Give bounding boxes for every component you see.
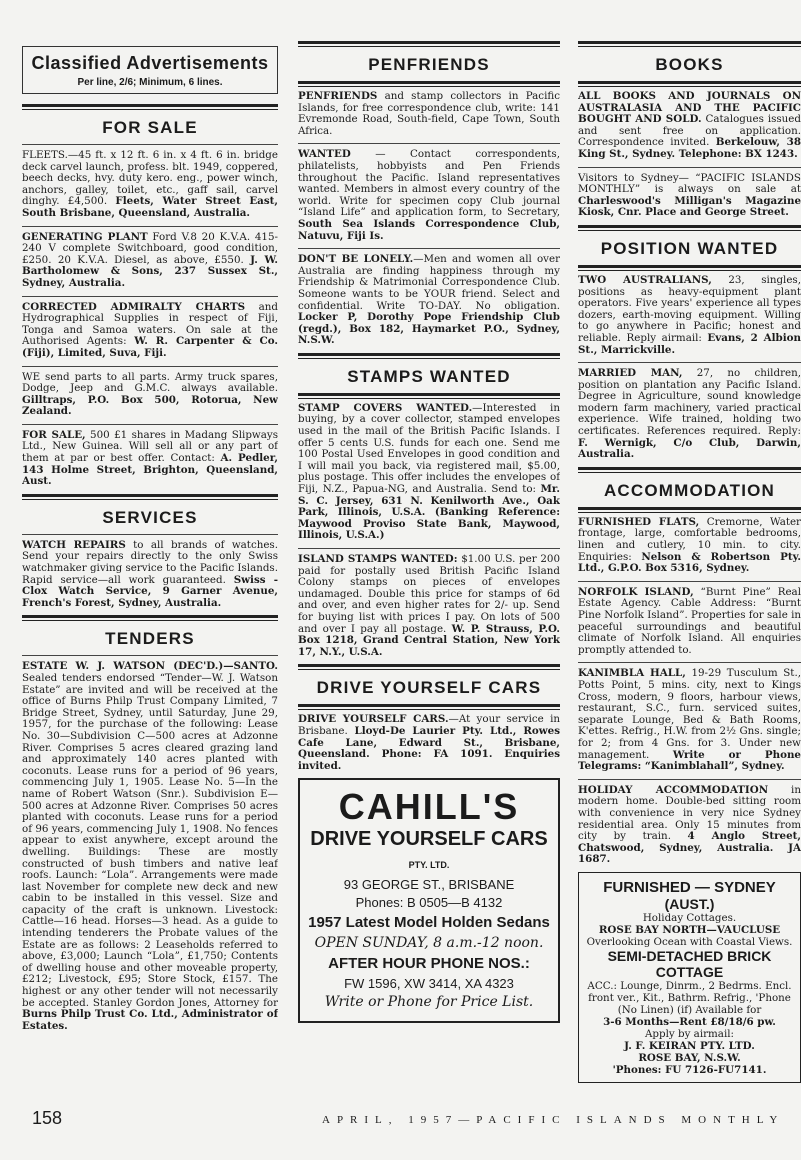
ad-lead: ESTATE W. J. WATSON (DEC'D.)—SANTO. — [22, 660, 278, 673]
ad-divider — [578, 581, 801, 582]
ad-contact: F. Wernigk, C/o Club, Darwin, Australia. — [578, 436, 801, 461]
ad-lead: NORFOLK ISLAND, — [578, 585, 694, 598]
ad-divider — [22, 424, 278, 425]
page-number: 158 — [32, 1108, 63, 1128]
section-heading-penfriends: PENFRIENDS — [368, 55, 490, 74]
ad-contact: Fleets, Water Street East, South Brisbane, Queensland, Australia. — [22, 195, 278, 219]
ad-contact: J. W. Bartholomew & Sons, 237 Sussex St., Sydney, Australia. — [22, 253, 278, 289]
classified-ad — [298, 714, 560, 772]
cahill-advertisement — [298, 778, 560, 1023]
furnished-sydney-advertisement — [578, 872, 801, 1083]
cahill-models: 1957 Latest Model Holden Sedans — [308, 914, 550, 932]
cahill-pty: PTY. LTD. — [408, 860, 450, 871]
ad-lead: PENFRIENDS — [298, 90, 378, 102]
ads-position — [578, 275, 801, 461]
ad-divider — [578, 662, 801, 663]
ad-body: in modern home. Double-bed sitting room with convenience in very nice Sydney residential area. Only 15 minutes from city by train. — [578, 783, 801, 843]
ad-body: 19-29 Tusculum St., Potts Point, 5 mins. city, next to Kings Cross, modern, 9 floors, harbour views, restaurant, S.C., furn. serviced suites, separate Lounge, Bed & Bath Rooms, K'ettes. Refrig., H.W. from 2½ Gns. single; for 2; from 4 Gns. for 3. Under new management. — [578, 667, 801, 761]
column-1 — [22, 38, 278, 1094]
ad-lead: DON'T BE LONELY. — [298, 253, 414, 266]
section-heading-tenders: TENDERS — [105, 629, 195, 649]
ad-divider — [22, 226, 278, 227]
ad-lead: ALL BOOKS AND JOURNALS ON AUSTRALASIA AND THE PACIFIC BOUGHT AND SOLD. — [578, 90, 801, 126]
classified-ad — [578, 668, 801, 772]
furnished-line3: Overlooking Ocean with Coastal Views. — [586, 935, 793, 948]
ad-lead: CORRECTED ADMIRALTY CHARTS — [22, 300, 246, 313]
ads-tenders — [22, 661, 278, 1032]
section-rule — [578, 467, 801, 473]
section-rule — [578, 507, 801, 513]
section-rule — [298, 41, 560, 47]
classified-ad — [22, 372, 278, 418]
classified-header — [22, 46, 278, 94]
classified-ad — [22, 302, 278, 360]
section-rule — [22, 615, 278, 621]
ad-body: Visitors to Sydney— “PACIFIC ISLANDS MONTHLY” is always on sale at — [578, 171, 801, 196]
furnished-months: 3-6 Months—Rent £8/18/6 pw. — [603, 1015, 776, 1028]
ad-contact: Mr. S. C. Jersey, 631 N. Kenilworth Ave., Oak Park, Illinois, U.S.A. (Banking Reference: Maywood Proviso State Bank, Maywood, Illinois, U.S.A.) — [298, 483, 560, 542]
classified-ad — [578, 517, 801, 575]
cahill-numbers: FW 1596, XW 3414, XA 4323 — [344, 976, 514, 992]
furnished-agent-address: ROSE BAY, N.S.W. — [638, 1051, 741, 1064]
cahill-sunday: OPEN SUNDAY, 8 a.m.-12 noon. — [314, 935, 544, 952]
section-rule — [298, 353, 560, 359]
cahill-tagline — [304, 828, 554, 874]
ad-body: Catalogues issued and sent free on application. Correspondence invited. — [578, 113, 801, 149]
classified-ad — [22, 540, 278, 610]
ad-body: 27, no children, position on plantation any Pacific Island. Degree in Agriculture, sound knowledge modern farm machinery, varied practical experience. Wife trained, holding two certificates. References required. Reply: — [578, 367, 801, 438]
ad-lead: HOLIDAY ACCOMMODATION — [578, 783, 769, 796]
section-rule — [22, 144, 278, 145]
ad-body: —At your service in Brisbane. — [298, 713, 560, 737]
ad-divider — [22, 366, 278, 367]
section-heading-stamps: STAMPS WANTED — [347, 366, 511, 386]
ad-lead: ISLAND STAMPS WANTED: — [298, 553, 458, 565]
ad-contact: Gilltraps, P.O. Box 500, Rotorua, New Zealand. — [22, 393, 278, 418]
classified-title: Classified Advertisements — [31, 53, 269, 73]
section-heading-books: BOOKS — [655, 55, 724, 74]
ad-divider — [298, 548, 560, 549]
section-heading-drive: DRIVE YOURSELF CARS — [316, 678, 542, 698]
ad-body: Ford V.8 20 K.V.A. 415-240 V complete Switchboard, good condition, £250. 20 K.V.A. Diesel, as above, £550. — [22, 230, 278, 266]
ad-contact: Locker P, Dorothy Pope Friendship Club (regd.), Box 182, Haymarket P.O., Sydney, N.S.W. — [298, 311, 560, 347]
ad-divider — [298, 143, 560, 144]
section-rule — [578, 41, 801, 47]
classified-ad — [298, 403, 560, 542]
ad-body: FLEETS.—45 ft. x 12 ft. 6 in. x 4 ft. 6 in. bridge deck carvel launch, profess. blt. 1949, coppered, beech decks, hvy. duty kero. eng., power winch, anchors, galley, toilet, etc., gaff sail, carvel dinghy. £4,500. — [22, 149, 278, 208]
ad-body: 500 £1 shares in Madang Slipways Ltd., New Guinea. Will sell all or any part of them at par or best offer. Contact: — [22, 428, 278, 465]
furnished-line1: Holiday Cottages. — [642, 911, 737, 924]
ad-lead: MARRIED MAN, — [578, 367, 683, 380]
ads-penfriends — [298, 91, 560, 347]
section-rule — [298, 704, 560, 710]
classified-ad — [578, 587, 801, 657]
classified-ad — [298, 254, 560, 347]
classified-ad — [22, 430, 278, 488]
ad-contact: Lloyd-De Laurier Pty. Ltd., Rowes Cafe Lane, Edward St., Brisbane, Queensland. Phone: FA 1091. Enquiries invited. — [298, 724, 560, 772]
section-rule — [298, 664, 560, 670]
classified-ad — [578, 91, 801, 161]
ads-accommodation — [578, 517, 801, 866]
cahill-line1: DRIVE YOURSELF CARS — [310, 828, 548, 851]
furnished-title: FURNISHED — SYDNEY — [603, 878, 776, 896]
ad-lead: GENERATING PLANT — [22, 230, 148, 243]
ad-body: Cremorne, Water frontage, large, comfortable bedrooms, linen and cutlery, 10 min. to city. Enquiries: — [578, 515, 801, 563]
ad-body: “Burnt Pine” Real Estate Agency. Cable Address: “Burnt Pine Norfolk Island”. Properties for sale in peaceful surroundings and beautiful climate of Norfolk Island. All enquiries promptly attended to. — [578, 585, 801, 656]
section-rule — [298, 393, 560, 399]
furnished-agent: J. F. KEIRAN PTY. LTD. — [624, 1039, 755, 1052]
ad-body: $1.00 U.S. per 200 paid for postally used British Pacific Island Colony stamps on pieces of envelopes undamaged. Double this price for stamps of 6d and over, and even higher rates for 2/- up. Send for buying list with prices I pay. On lots of 500 and over I pay all postage. — [298, 553, 560, 635]
ad-body: to all brands of watches. Send your repairs directly to the only Swiss watchmaker giving service to the Pacific Islands. Rapid service—all work guaranteed. — [22, 538, 278, 586]
ad-body: and Hydrographical Supplies in respect of Fiji, Tonga and Samoa waters. On sale at the Authorised Agents: — [22, 300, 278, 348]
ad-body: —Men and women all over Australia are finding happiness through my Friendship & Matrimonial Correspondence Club. Someone wants to be YOUR friend. Select and confidential. Write TO-DAY. No obligation. — [298, 253, 560, 312]
furnished-phones: 'Phones: FU 7126-FU7141. — [612, 1063, 767, 1076]
furnished-line2: ROSE BAY NORTH—VAUCLUSE — [598, 923, 781, 936]
classified-ad — [22, 661, 278, 1032]
classified-ad — [298, 91, 560, 137]
ad-lead: DRIVE YOURSELF CARS. — [298, 713, 449, 726]
classified-ad — [578, 368, 801, 461]
ad-body: Sealed tenders endorsed “Tender—W. J. Watson Estate” are invited and will be received at the office of Burns Philp Trust Company Limited, 7 Bridge Street, Sydney, until Saturday, June 29, 1957, for the purchase of the following: Lease No. 30—Subdivision C—500 acres at Adzonne River. Comprises 5 acres cleared grazing land and approximately 140 acres planted with coconuts. Lease runs for a period of 96 years, commencing July 1, 1905. Lease No. 5—In the name of Robert Watson (Snr.). Subdivision E—500 acres at Adzonne River. Comprises 50 acres planted with coconuts. Lease runs for a period of 96 years, commencing July 1, 1908. No fences appear to exist anywhere, except around the dwelling. Buildings: These are mostly constructed of bush timbers and native leaf roofs. Launch: “Lola”. Arrangements were made last November for complete new deck and new cabin to be installed in this vessel. Size and capacity of the craft is unknown. Livestock: Cattle—16 head. Horses—3 head. As a guide to intending tenderers the Probate values of the Estate are as follows: 2 Leaseholds referred to above, £3,000; Launch “Lola”, £1,750; Contents of dwelling house and other moveable property, £212; Livestock, £95; Store Stock, £157. The highest or any other tender will not necessarily be accepted. Stanley Gordon Jones, Attorney for — [22, 672, 278, 1009]
classified-ad — [578, 173, 801, 219]
ad-contact: Nelson & Robertson Pty. Ltd., G.P.O. Box 5316, Sydney. — [578, 550, 801, 575]
ad-body: WE send parts to all parts. Army truck spares, Dodge, Jeep and G.M.C. always available. — [22, 370, 278, 395]
ad-divider — [578, 362, 801, 363]
furnished-semi: SEMI-DETACHED BRICK COTTAGE — [607, 947, 772, 980]
section-heading-position: POSITION WANTED — [600, 238, 779, 258]
classified-ad — [578, 785, 801, 866]
ad-lead: TWO AUSTRALIANS, — [578, 273, 712, 286]
ad-contact: Swiss - Clox Watch Service, 9 Garner Avenue, French's Forest, Sydney, Australia. — [22, 573, 278, 609]
classified-ad — [22, 150, 278, 220]
ad-divider — [22, 296, 278, 297]
ad-contact: W. R. Carpenter & Co. (Fiji), Limited, Suva, Fiji. — [22, 335, 278, 359]
section-heading-accommodation: ACCOMMODATION — [603, 480, 776, 500]
ads-for-sale — [22, 150, 278, 488]
ad-contact: Evans, 2 Albion St., Marrickville. — [578, 331, 801, 356]
cahill-name: CAHILL'S — [338, 786, 520, 828]
ads-drive — [298, 714, 560, 772]
section-rule — [22, 104, 278, 110]
ads-stamps — [298, 403, 560, 658]
section-heading-for-sale: FOR SALE — [102, 118, 198, 137]
ad-body: —Interested in buying, by a cover collector, stamped envelopes used in the mail of the British Pacific Islands. I offer 5 cents U.S. funds for each one. Send me 100 Postal Used Envelopes in good condition and I will mail you back, via registered mail, $5.00, plus postage. This offer includes the envelopes of Fiji, N.Z., Papua-NG, and Australia. Send to: — [298, 401, 560, 496]
section-rule — [578, 81, 801, 87]
ad-contact: W. P. Strauss, P.O. Box 1218, Grand Central Station, New York 17, N.Y., U.S.A. — [298, 622, 560, 658]
ad-contact: A. Pedler, 143 Holme Street, Brighton, Queensland, Aust. — [22, 452, 278, 488]
ad-contact: Burns Philp Trust Co. Ltd., Administrator of Estates. — [22, 1008, 278, 1032]
ad-lead: FURNISHED FLATS, — [578, 515, 700, 528]
cahill-address: 93 GEORGE ST., BRISBANE — [343, 877, 515, 893]
ad-contact: Berkelouw, 38 King St., Sydney. Telephone: BX 1243. — [578, 136, 801, 160]
section-rule — [22, 534, 278, 535]
ad-body: — Contact correspondents, philatelists, hobbyists and Pen Friends throughout the Pacific. Island representatives wanted. Members in almost every country of the world. Write for specimen copy Club journal “Island Life” and application form, to Secretary, — [298, 148, 560, 219]
ad-divider — [578, 779, 801, 780]
classified-ad — [298, 149, 560, 242]
classified-ad — [578, 275, 801, 356]
page-footer — [0, 1108, 801, 1138]
ads-services — [22, 540, 278, 610]
classified-rate: Per line, 2/6; Minimum, 6 lines. — [77, 77, 223, 88]
ad-lead: WATCH REPAIRS — [22, 538, 126, 551]
classified-ad — [22, 232, 278, 290]
ad-contact: 4 Anglo Street, Chatswood, Sydney, Australia. JA 1687. — [578, 830, 801, 866]
furnished-apply: Apply by airmail: — [645, 1027, 734, 1040]
ad-body: and stamp collectors in Pacific Islands, for free correspondence club, write: 141 Evremonde Road, South-field, Cape Town, South Africa. — [298, 90, 560, 137]
ad-contact: Write or Phone Telegrams: “Kanimblahall”, Sydney. — [578, 748, 801, 773]
ad-contact: South Sea Islands Correspondence Club, Natuvu, Fiji Is. — [298, 217, 560, 242]
ad-divider — [298, 248, 560, 249]
ad-contact: Charleswood's Milligan's Magazine Kiosk, Cnr. Place and George Street. — [578, 194, 801, 219]
ad-body: 23, singles, positions as heavy-equipment plant operators. Five years' experience all types dozers, earth-moving equipment. Willing to go anywhere in Pacific; honest and reliable. Reply airmail: — [578, 273, 801, 344]
section-rule — [578, 225, 801, 231]
ads-books — [578, 91, 801, 219]
running-footer: APRIL, 1957—PACIFIC ISLANDS MONTHLY — [322, 1114, 785, 1126]
section-rule — [22, 655, 278, 656]
section-rule — [22, 494, 278, 500]
ad-divider — [578, 167, 801, 168]
classified-ad — [298, 554, 560, 658]
section-heading-services: SERVICES — [102, 507, 198, 527]
furnished-details: ACC.: Lounge, Dinrm., 2 Bedrms. Encl. front ver., Kit., Bathrm. Refrig., 'Phone (No Linen) (if) Available for — [587, 979, 792, 1016]
ad-lead: KANIMBLA HALL, — [578, 667, 686, 680]
furnished-subtitle: (AUST.) — [664, 895, 715, 912]
ad-lead: STAMP COVERS WANTED. — [298, 401, 473, 414]
column-2 — [298, 38, 560, 1094]
cahill-write: Write or Phone for Price List. — [324, 994, 534, 1011]
ad-lead: WANTED — [298, 148, 351, 161]
ad-lead: FOR SALE, — [22, 428, 86, 441]
section-rule — [298, 81, 560, 87]
column-3 — [578, 38, 801, 1094]
cahill-phones: Phones: B 0505—B 4132 — [355, 895, 503, 911]
section-rule — [578, 265, 801, 271]
cahill-after-hours: AFTER HOUR PHONE NOS.: — [328, 955, 530, 973]
